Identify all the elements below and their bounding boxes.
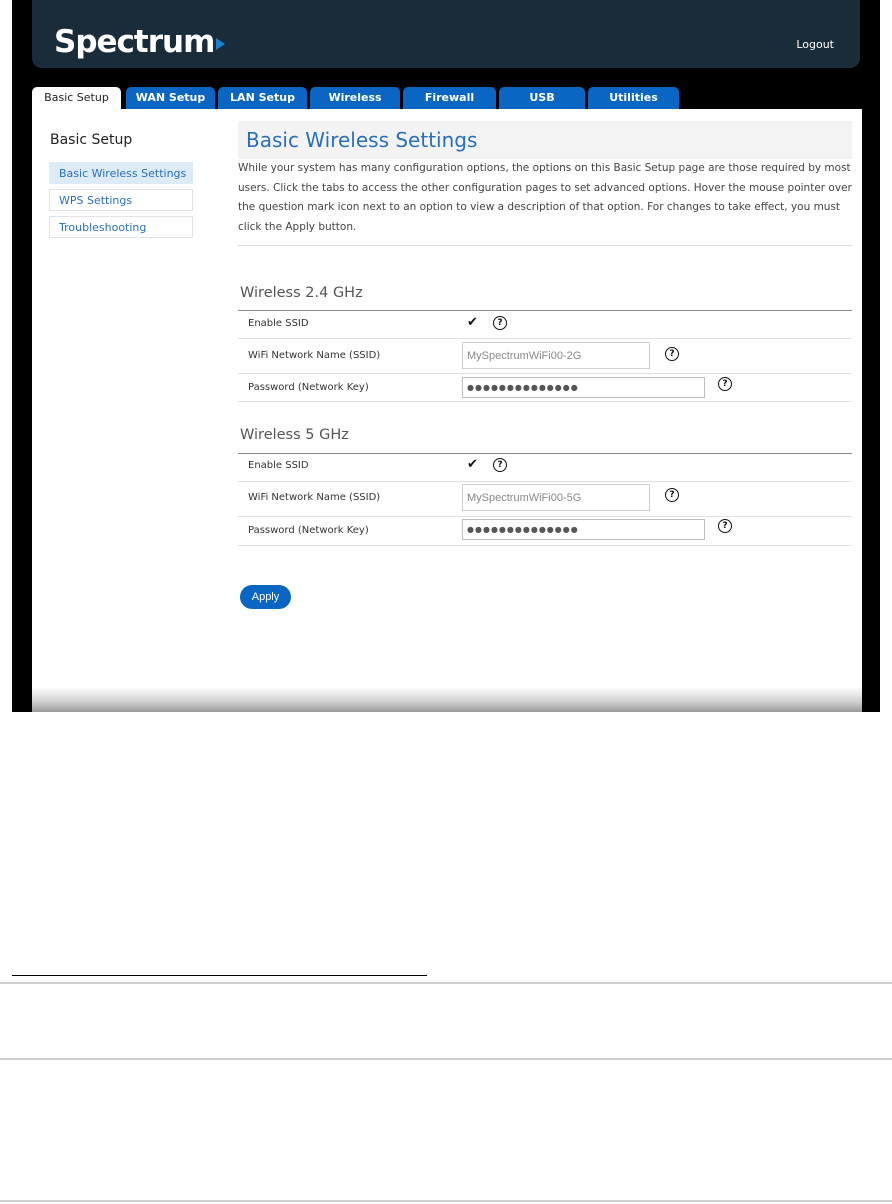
help-icon[interactable]: ? (665, 488, 679, 502)
ssid-label: WiFi Network Name (SSID) (248, 492, 381, 503)
divider (238, 401, 852, 402)
header-bar (32, 0, 860, 68)
sidebar-item-basic-wireless-settings[interactable]: Basic Wireless Settings (49, 162, 193, 184)
password-input-24ghz[interactable]: ●●●●●●●●●●●●●● (462, 377, 705, 398)
tab-usb[interactable]: USB (499, 87, 585, 109)
document-divider (0, 1058, 892, 1060)
enable-ssid-label: Enable SSID (248, 460, 309, 471)
ssid-label: WiFi Network Name (SSID) (248, 350, 381, 361)
divider (238, 245, 852, 246)
tab-lan-setup[interactable]: LAN Setup (218, 87, 307, 109)
tab-wan-setup[interactable]: WAN Setup (126, 87, 215, 109)
divider (238, 310, 852, 311)
intro-text: While your system has many configuration options, the options on this Basic Setup page are those required by most users. Click the tabs to access the other configuration pages to set advanced options. Hover the mouse pointer over the question mark icon next to an option to view a description of that option. For changes to take effect, you must click the Apply button. (238, 162, 852, 233)
document-underline (12, 975, 427, 976)
password-label: Password (Network Key) (248, 382, 369, 393)
document-divider (0, 1200, 892, 1202)
enable-ssid-label: Enable SSID (248, 318, 309, 329)
sidebar-item-troubleshooting[interactable]: Troubleshooting (49, 216, 193, 238)
document-divider (0, 982, 892, 984)
enable-ssid-checkbox-5ghz[interactable]: ✔ (467, 457, 478, 472)
divider (238, 453, 852, 454)
section-title-24ghz: Wireless 2.4 GHz (240, 285, 363, 301)
page-title: Basic Wireless Settings (238, 121, 852, 159)
spectrum-logo: Spectrum (54, 24, 225, 60)
divider (238, 373, 852, 374)
main-content (32, 109, 862, 687)
help-icon[interactable]: ? (718, 519, 732, 533)
help-icon[interactable]: ? (665, 347, 679, 361)
logo-arrow-icon (216, 38, 225, 50)
ssid-input-5ghz[interactable] (462, 484, 650, 511)
password-label: Password (Network Key) (248, 525, 369, 536)
apply-button[interactable]: Apply (240, 585, 291, 609)
ssid-input-24ghz[interactable] (462, 342, 650, 369)
section-title-5ghz: Wireless 5 GHz (240, 427, 349, 443)
divider (238, 545, 852, 546)
footer-gradient-bar (32, 687, 862, 712)
help-icon[interactable]: ? (493, 458, 507, 472)
sidebar-item-wps-settings[interactable]: WPS Settings (49, 189, 193, 211)
logout-link[interactable]: Logout (796, 38, 834, 51)
divider (238, 516, 852, 517)
tab-basic-setup[interactable]: Basic Setup (32, 87, 121, 109)
help-icon[interactable]: ? (493, 316, 507, 330)
divider (238, 481, 852, 482)
help-icon[interactable]: ? (718, 377, 732, 391)
password-input-5ghz[interactable]: ●●●●●●●●●●●●●● (462, 519, 705, 540)
tab-utilities[interactable]: Utilities (588, 87, 679, 109)
sidebar-title: Basic Setup (50, 132, 133, 148)
divider (238, 338, 852, 339)
tab-firewall[interactable]: Firewall (403, 87, 496, 109)
enable-ssid-checkbox-24ghz[interactable]: ✔ (467, 315, 478, 330)
tab-wireless[interactable]: Wireless (310, 87, 400, 109)
